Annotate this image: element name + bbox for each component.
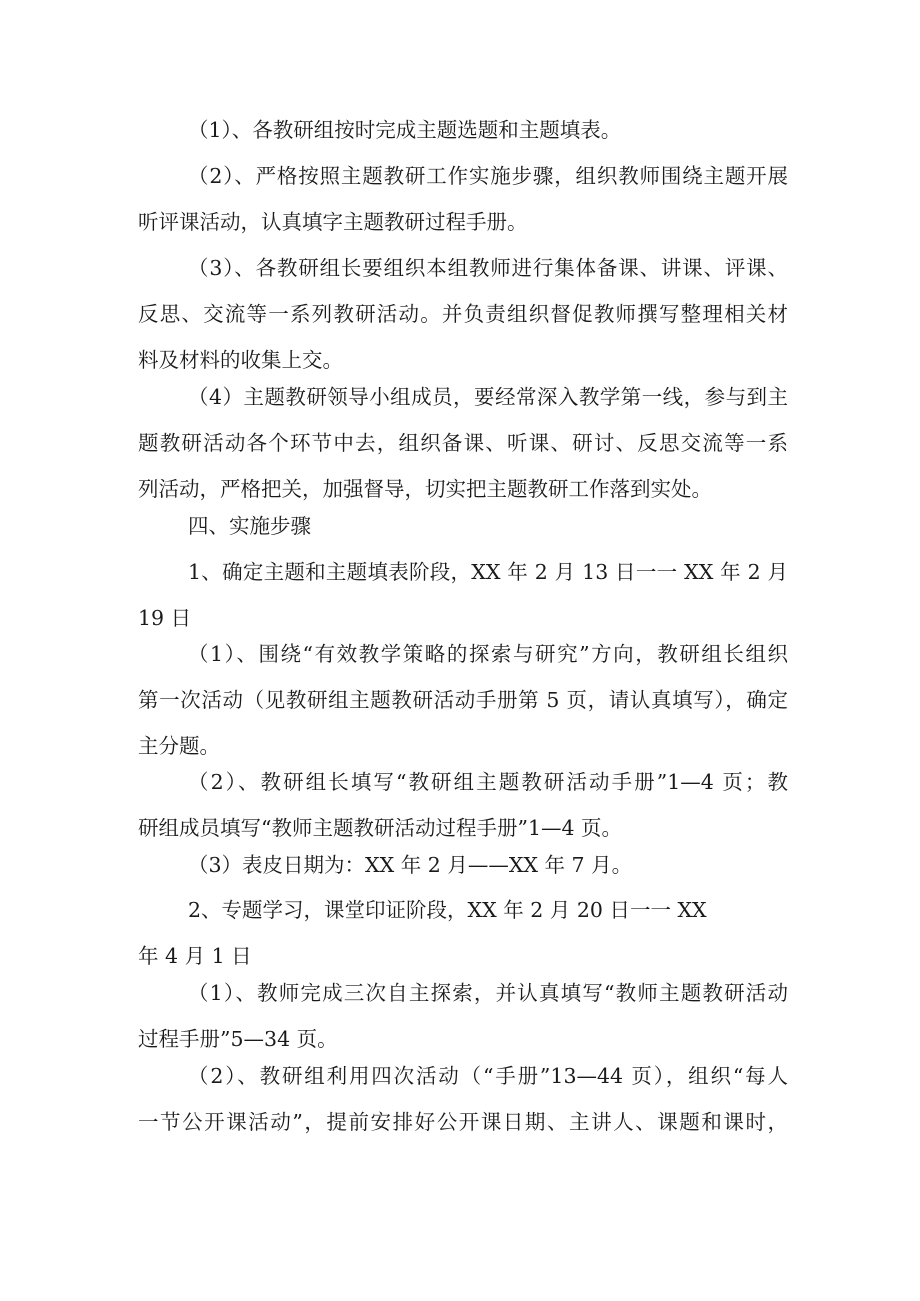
- paragraph-line: （3）、各教研组长要组织本组教师进行集体备课、讲课、评课、: [188, 256, 788, 280]
- paragraph-line: 料及材料的收集上交。: [138, 348, 343, 372]
- paragraph-line: 主分题。: [138, 734, 220, 758]
- paragraph-10: [138, 887, 788, 979]
- paragraph-line: （2）、教研组利用四次活动（“手册”13—44 页），组织“每人: [188, 1064, 788, 1088]
- paragraph-line: （4）主题教研领导小组成员，要经常深入教学第一线，参与到主: [188, 385, 788, 409]
- paragraph-line: 2、专题学习，课堂印证阶段，XX 年 2 月 20 日一一 XX: [188, 898, 707, 922]
- paragraph-line: 1、确定主题和主题填表阶段，XX 年 2 月 13 日一一 XX 年 2 月: [188, 560, 788, 584]
- paragraph-line: 反思、交流等一系列教研活动。并负责组织督促教师撰写整理相关材: [138, 302, 788, 326]
- paragraph-line: 19 日: [138, 606, 192, 630]
- paragraph-line: 四、实施步骤: [188, 514, 311, 538]
- paragraph-7: [138, 631, 788, 769]
- paragraph-4: [138, 374, 788, 512]
- paragraph-line: 研组成员填写“教师主题教研活动过程手册”1—4 页。: [138, 816, 623, 840]
- paragraph-line: 列活动，严格把关，加强督导，切实把主题教研工作落到实处。: [138, 477, 712, 501]
- paragraph-1: [138, 107, 788, 153]
- paragraph-line: 一节公开课活动”，提前安排好公开课日期、主讲人、课题和课时，: [138, 1110, 788, 1134]
- paragraph-line: 过程手册”5—34 页。: [138, 1027, 338, 1051]
- paragraph-line: 第一次活动（见教研组主题教研活动手册第 5 页，请认真填写），确定: [138, 688, 788, 712]
- paragraph-line: （1）、围绕“有效教学策略的探索与研究”方向，教研组长组织: [188, 642, 788, 666]
- paragraph-line: （3）表皮日期为：XX 年 2 月——XX 年 7 月。: [188, 853, 633, 877]
- paragraph-line: 题教研活动各个环节中去，组织备课、听课、研讨、反思交流等一系: [138, 431, 788, 455]
- paragraph-line: 年 4 月 1 日: [138, 944, 252, 968]
- paragraph-12: [138, 1053, 788, 1145]
- paragraph-9: [138, 842, 788, 888]
- paragraph-8: [138, 759, 788, 851]
- paragraph-3: [138, 245, 788, 383]
- paragraph-11: [138, 970, 788, 1062]
- section-heading: [138, 503, 788, 549]
- paragraph-line: 听评课活动，认真填字主题教研过程手册。: [138, 210, 528, 234]
- paragraph-6: [138, 549, 788, 641]
- paragraph-2: [138, 153, 788, 245]
- paragraph-line: （2）、教研组长填写“教研组主题教研活动手册”1—4 页；教: [188, 770, 788, 794]
- paragraph-line: （1）、各教研组按时完成主题选题和主题填表。: [188, 118, 622, 142]
- paragraph-line: （2）、严格按照主题教研工作实施步骤，组织教师围绕主题开展: [188, 164, 788, 188]
- paragraph-line: （1）、教师完成三次自主探索，并认真填写“教师主题教研活动: [188, 981, 788, 1005]
